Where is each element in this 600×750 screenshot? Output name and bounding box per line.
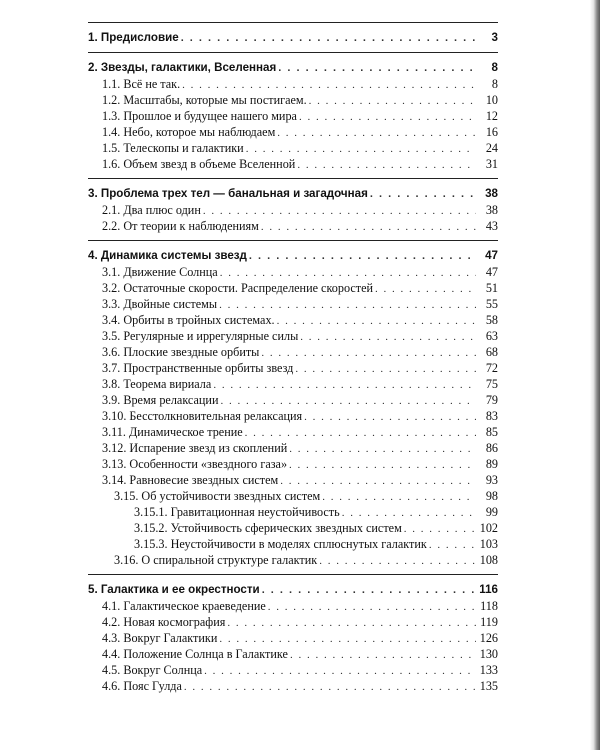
toc-entry[interactable] bbox=[88, 678, 498, 694]
page-number: 102 bbox=[479, 521, 498, 535]
toc-entry[interactable] bbox=[88, 218, 498, 234]
dot-leader bbox=[277, 125, 476, 141]
page-number: 89 bbox=[485, 457, 498, 471]
entry-title: 1.3. Прошлое и будущее нашего мира bbox=[102, 109, 297, 123]
toc-entry[interactable] bbox=[88, 296, 498, 312]
entry-title: 3.7. Пространственные орбиты звезд bbox=[102, 361, 294, 375]
dot-leader bbox=[319, 553, 476, 569]
page-number: 63 bbox=[485, 329, 498, 343]
toc-entry[interactable] bbox=[88, 360, 498, 376]
page-edge-shadow bbox=[590, 0, 600, 750]
chapter-entry[interactable] bbox=[88, 185, 498, 202]
chapter-entry[interactable] bbox=[88, 29, 498, 46]
entry-title: 2.1. Два плюс один bbox=[102, 203, 201, 217]
toc-entry[interactable] bbox=[88, 598, 498, 614]
entry-title: 3.13. Особенности «звездного газа» bbox=[102, 457, 288, 471]
page-number: 47 bbox=[485, 265, 498, 279]
toc-entry[interactable] bbox=[88, 536, 498, 552]
dot-leader bbox=[322, 489, 476, 505]
page-number: 75 bbox=[485, 377, 498, 391]
page-number: 126 bbox=[479, 631, 498, 645]
entry-title: 1. Предисловие bbox=[88, 31, 179, 44]
dot-leader bbox=[184, 679, 476, 695]
toc-entry[interactable] bbox=[88, 328, 498, 344]
toc-entry[interactable] bbox=[88, 156, 498, 172]
page-number: 58 bbox=[485, 313, 498, 327]
page-number: 119 bbox=[480, 615, 498, 629]
entry-title: 3.1. Движение Солнца bbox=[102, 265, 218, 279]
entry-title: 1.6. Объем звезд в объеме Вселенной bbox=[102, 157, 296, 171]
dot-leader bbox=[297, 157, 476, 173]
toc-entry[interactable] bbox=[88, 424, 498, 440]
dot-leader bbox=[299, 109, 476, 125]
page-number: 108 bbox=[479, 553, 498, 567]
entry-title: 1.4. Небо, которое мы наблюдаем bbox=[102, 125, 276, 139]
page-number: 16 bbox=[485, 125, 498, 139]
entry-title: 3.3. Двойные системы bbox=[102, 297, 218, 311]
page-number: 86 bbox=[485, 441, 498, 455]
page-number: 38 bbox=[485, 187, 498, 200]
dot-leader bbox=[245, 425, 476, 441]
dot-leader bbox=[220, 393, 476, 409]
dot-leader bbox=[278, 60, 476, 77]
entry-title: 2.2. От теории к наблюдениям bbox=[102, 219, 259, 233]
page-number: 51 bbox=[485, 281, 498, 295]
toc-entry[interactable] bbox=[88, 504, 498, 520]
page-number: 47 bbox=[485, 249, 498, 262]
dot-leader bbox=[261, 219, 476, 235]
dot-leader bbox=[182, 77, 476, 93]
entry-title: 3.5. Регулярные и иррегулярные силы bbox=[102, 329, 299, 343]
dot-leader bbox=[295, 361, 476, 377]
toc-entry[interactable] bbox=[88, 456, 498, 472]
toc-entry[interactable] bbox=[88, 520, 498, 536]
toc-entry[interactable] bbox=[88, 614, 498, 630]
chapter-entry[interactable] bbox=[88, 247, 498, 264]
toc-entry[interactable] bbox=[88, 376, 498, 392]
page-number: 85 bbox=[485, 425, 498, 439]
toc-entry[interactable] bbox=[88, 124, 498, 140]
page-number: 130 bbox=[479, 647, 498, 661]
entry-title: 3.4. Орбиты в тройных системах. bbox=[102, 313, 275, 327]
entry-title: 3.2. Остаточные скорости. Распределение скоростей bbox=[102, 281, 374, 295]
toc-section bbox=[88, 178, 498, 240]
dot-leader bbox=[280, 473, 476, 489]
page-number: 79 bbox=[485, 393, 498, 407]
dot-leader bbox=[277, 313, 476, 329]
toc-entry[interactable] bbox=[88, 472, 498, 488]
toc-entry[interactable] bbox=[88, 312, 498, 328]
toc-section bbox=[88, 240, 498, 574]
dot-leader bbox=[290, 647, 476, 663]
toc-entry[interactable] bbox=[88, 646, 498, 662]
toc-entry[interactable] bbox=[88, 488, 498, 504]
dot-leader bbox=[203, 203, 476, 219]
entry-title: 4.3. Вокруг Галактики bbox=[102, 631, 218, 645]
page-number: 24 bbox=[485, 141, 498, 155]
dot-leader bbox=[220, 265, 476, 281]
dot-leader bbox=[300, 329, 476, 345]
entry-title: 1.5. Телескопы и галактики bbox=[102, 141, 244, 155]
page-number: 8 bbox=[491, 61, 498, 74]
entry-title: 4.1. Галактическое краеведение bbox=[102, 599, 266, 613]
dot-leader bbox=[204, 663, 476, 679]
dot-leader bbox=[261, 345, 476, 361]
dot-leader bbox=[309, 93, 476, 109]
entry-title: 3.15. Об устойчивости звездных систем bbox=[114, 489, 321, 503]
toc-entry[interactable] bbox=[88, 630, 498, 646]
entry-title: 1.1. Всё не так. bbox=[102, 77, 181, 91]
toc-entry[interactable] bbox=[88, 140, 498, 156]
toc-section bbox=[88, 574, 498, 700]
page-number: 3 bbox=[491, 31, 498, 44]
page-number: 38 bbox=[485, 203, 498, 217]
toc-entry[interactable] bbox=[88, 202, 498, 218]
toc-entry[interactable] bbox=[88, 108, 498, 124]
entry-title: 3.14. Равновесие звездных систем bbox=[102, 473, 279, 487]
dot-leader bbox=[227, 615, 476, 631]
dot-leader bbox=[304, 409, 476, 425]
dot-leader bbox=[289, 457, 476, 473]
dot-leader bbox=[268, 599, 476, 615]
page-number: 118 bbox=[480, 599, 498, 613]
dot-leader bbox=[262, 582, 476, 599]
entry-title: 3.6. Плоские звездные орбиты bbox=[102, 345, 260, 359]
toc-section bbox=[88, 52, 498, 178]
dot-leader bbox=[375, 281, 476, 297]
entry-title: 5. Галактика и ее окрестности bbox=[88, 583, 260, 596]
dot-leader bbox=[219, 297, 476, 313]
page-number: 116 bbox=[479, 583, 498, 596]
toc-entry[interactable] bbox=[88, 92, 498, 108]
entry-title: 3.15.1. Гравитационная неустойчивость bbox=[134, 505, 340, 519]
chapter-entry[interactable] bbox=[88, 59, 498, 76]
chapter-entry[interactable] bbox=[88, 581, 498, 598]
page-number: 135 bbox=[479, 679, 498, 693]
page-number: 31 bbox=[485, 157, 498, 171]
entry-title: 3. Проблема трех тел — банальная и загадочная bbox=[88, 187, 368, 200]
dot-leader bbox=[249, 248, 476, 265]
toc-entry[interactable] bbox=[88, 264, 498, 280]
page-number: 103 bbox=[479, 537, 498, 551]
entry-title: 4. Динамика системы звезд bbox=[88, 249, 247, 262]
entry-title: 3.12. Испарение звезд из скоплений bbox=[102, 441, 288, 455]
entry-title: 4.5. Вокруг Солнца bbox=[102, 663, 203, 677]
toc-entry[interactable] bbox=[88, 552, 498, 568]
dot-leader bbox=[404, 521, 476, 537]
dot-leader bbox=[246, 141, 476, 157]
page-number: 99 bbox=[485, 505, 498, 519]
entry-title: 3.15.3. Неустойчивости в моделях сплюснутых галактик bbox=[134, 537, 427, 551]
page-number: 43 bbox=[485, 219, 498, 233]
page-number: 68 bbox=[485, 345, 498, 359]
entry-title: 4.2. Новая космография bbox=[102, 615, 226, 629]
page-number: 55 bbox=[485, 297, 498, 311]
dot-leader bbox=[370, 186, 476, 203]
toc-entry[interactable] bbox=[88, 662, 498, 678]
page-number: 10 bbox=[485, 93, 498, 107]
entry-title: 3.8. Теорема вириала bbox=[102, 377, 212, 391]
dot-leader bbox=[289, 441, 476, 457]
page-number: 133 bbox=[479, 663, 498, 677]
table-of-contents bbox=[88, 22, 498, 700]
entry-title: 3.16. О спиральной структуре галактик bbox=[114, 553, 318, 567]
dot-leader bbox=[219, 631, 476, 647]
page-number: 72 bbox=[485, 361, 498, 375]
dot-leader bbox=[213, 377, 476, 393]
page-number: 93 bbox=[485, 473, 498, 487]
dot-leader bbox=[342, 505, 476, 521]
toc-entry[interactable] bbox=[88, 408, 498, 424]
entry-title: 1.2. Масштабы, которые мы постигаем. bbox=[102, 93, 307, 107]
toc-entry[interactable] bbox=[88, 344, 498, 360]
entry-title: 2. Звезды, галактики, Вселенная bbox=[88, 61, 277, 74]
entry-title: 3.10. Бесстолкновительная релаксация bbox=[102, 409, 303, 423]
entry-title: 3.11. Динамическое трение bbox=[102, 425, 243, 439]
toc-entry[interactable] bbox=[88, 392, 498, 408]
page-number: 8 bbox=[491, 77, 498, 91]
toc-entry[interactable] bbox=[88, 440, 498, 456]
toc-entry[interactable] bbox=[88, 280, 498, 296]
entry-title: 4.4. Положение Солнца в Галактике bbox=[102, 647, 288, 661]
entry-title: 3.15.2. Устойчивость сферических звездных систем bbox=[134, 521, 402, 535]
dot-leader bbox=[429, 537, 476, 553]
page-number: 98 bbox=[485, 489, 498, 503]
page-number: 12 bbox=[485, 109, 498, 123]
toc-entry[interactable] bbox=[88, 76, 498, 92]
page-number: 83 bbox=[485, 409, 498, 423]
entry-title: 4.6. Пояс Гулда bbox=[102, 679, 182, 693]
entry-title: 3.9. Время релаксации bbox=[102, 393, 219, 407]
dot-leader bbox=[181, 30, 476, 47]
toc-section bbox=[88, 22, 498, 52]
